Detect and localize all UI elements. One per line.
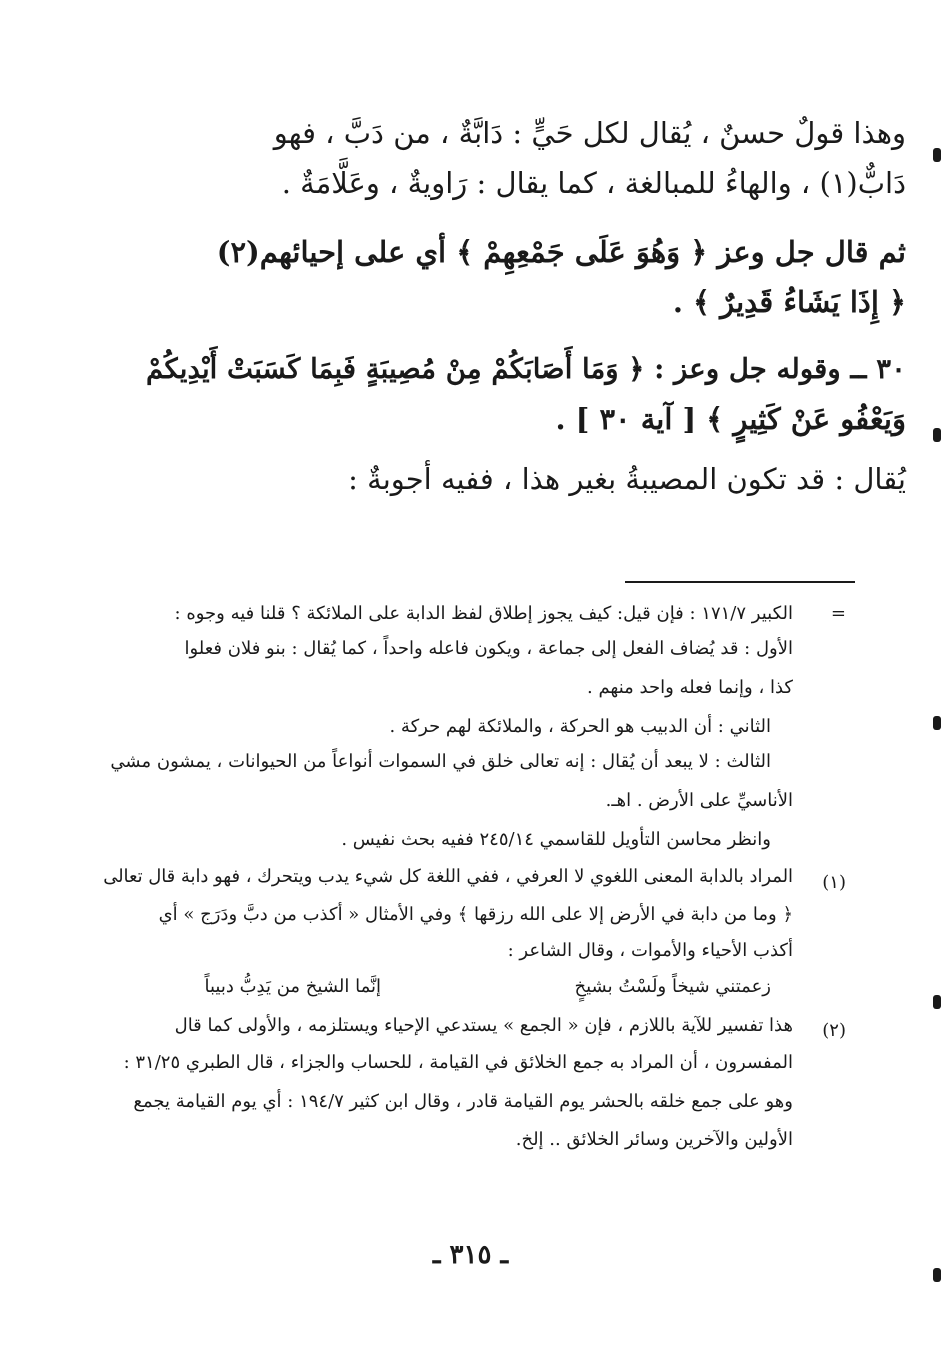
p3-line2: وَيَعْفُو عَنْ كَثِيرٍ ﴾ [ آية ٣٠ ] . <box>555 402 906 436</box>
footnote-2-line4: الأولين والآخرين وسائر الخلائق .. إلخ. <box>515 1129 793 1150</box>
p2-line2: ﴿ إِذَا يَشَاءُ قَدِيرٌ ﴾ . <box>672 285 906 319</box>
p2-line1: ثم قال جل وعز ﴿ وَهُوَ عَلَى جَمْعِهِمْ ﴾ أي على إحيائهم(٢) <box>216 235 906 269</box>
footnote-cont-line5: الثالث : لا يبعد أن يُقال : إنه تعالى خلق في السموات أنواعاً من الحيوانات ، يمشون مشي <box>110 751 771 772</box>
edge-mark <box>933 1268 941 1282</box>
edge-mark <box>933 428 941 442</box>
footnote-cont-line1: الكبير ١٧١/٧ : فإن قيل: كيف يجوز إطلاق لفظ الدابة على الملائكة ؟ قلنا فيه وجوه : <box>174 603 793 624</box>
footnote-1-verse-first: زعمتني شيخاً ولَسْتُ بشيخٍ <box>574 976 771 997</box>
footnote-cont-mark: = <box>830 603 846 624</box>
footnote-cont-line2: الأول : قد يُضاف الفعل إلى جماعة ، ويكون فاعله واحداً ، كما يُقال : بنو فلان فعلوا <box>184 638 793 659</box>
footnote-cont-line4: الثاني : أن الدبيب هو الحركة ، والملائكة لهم حركة . <box>389 716 771 737</box>
footnote-divider <box>625 581 855 583</box>
p3-line1: ٣٠ ــ وقوله جل وعز : ﴿ وَمَا أَصَابَكُمْ مِنْ مُصِيبَةٍ فَبِمَا كَسَبَتْ أَيْدِيكُمْ <box>146 352 906 385</box>
footnote-1-line3: أكذب الأحياء والأموات ، وقال الشاعر : <box>507 940 793 961</box>
footnote-2-line2: المفسرون ، أن المراد به جمع الخلائق في القيامة ، للحساب والجزاء ، قال الطبري ٣١/٢٥ : <box>123 1052 793 1073</box>
footnote-2-line3: وهو على جمع خلقه بالحشر يوم القيامة قادر ، وقال ابن كثير ١٩٤/٧ : أي يوم القيامة يجمع <box>133 1091 793 1112</box>
edge-mark <box>933 148 941 162</box>
page-number: ـ ٣١٥ ـ <box>432 1240 509 1270</box>
p1-line1: وهذا قولٌ حسنٌ ، يُقال لكل حَيٍّ : دَابَّةٌ ، من دَبَّ ، فهو <box>273 116 906 150</box>
p4-line1: يُقال : قد تكون المصيبةُ بغير هذا ، ففيه أجوبةٌ : <box>348 462 906 496</box>
footnote-2-line1: هذا تفسير للآية باللازم ، فإن « الجمع » يستدعي الإحياء ويستلزمه ، والأولى كما قال <box>174 1015 793 1036</box>
footnote-1-verse-second: إنَّما الشيخ من يَدِبُّ دبيباً <box>204 976 381 997</box>
footnote-1-mark: (١) <box>822 872 846 893</box>
footnote-2-mark: (٢) <box>822 1020 846 1041</box>
main-text <box>141 0 906 520</box>
edge-mark <box>933 716 941 730</box>
footnote-1-line2: ﴿ وما من دابة في الأرض إلا على الله رزقها ﴾ وفي الأمثال « أكذب من دبَّ ودَرَج » أي <box>158 904 793 925</box>
footnote-cont-line3: كذا ، وإنما فعله واحد منهم . <box>587 677 793 698</box>
footnote-cont-line7: وانظر محاسن التأويل للقاسمي ٢٤٥/١٤ ففيه بحث نفيس . <box>341 829 771 850</box>
footnote-cont-line6: الأناسيِّ على الأرض . اهـ. <box>605 790 793 811</box>
edge-mark <box>933 995 941 1009</box>
p1-line2: دَابٌّ(١) ، والهاءُ للمبالغة ، كما يقال : رَاويةٌ ، وعَلَّامَةٌ . <box>281 166 906 200</box>
footnote-1-line1: المراد بالدابة المعنى اللغوي لا العرفي ، ففي اللغة كل شيء يدب ويتحرك ، فهو دابة قال تعالى <box>103 866 793 887</box>
